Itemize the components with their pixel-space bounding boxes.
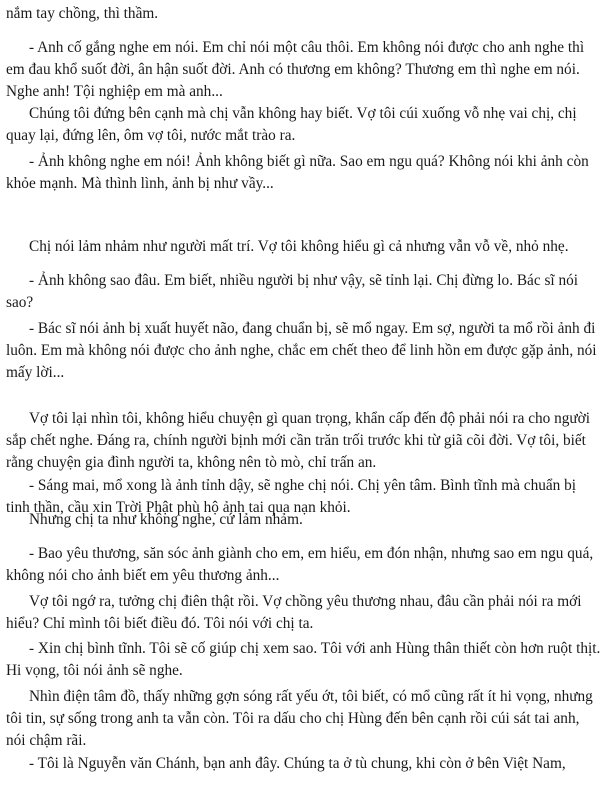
paragraph-4: - Ảnh không nghe em nói! Ảnh không biết gì nữa. Sao em ngu quá? Không nói khi ảnh còn khỏe mạnh. Mà thình lình, ảnh bị như vầy... bbox=[6, 153, 589, 192]
paragraph-5: Chị nói lảm nhảm như người mất trí. Vợ tôi không hiểu gì cả nhưng vẫn vỗ về, nhỏ nhẹ. bbox=[29, 238, 569, 255]
paragraph-3: Chúng tôi đứng bên cạnh mà chị vẫn không hay biết. Vợ tôi cúi xuống vỗ nhẹ vai chị, chị quay lại, đứng lên, ôm vợ tôi, nước mắt trào ra. bbox=[6, 105, 577, 144]
paragraph-13: - Xin chị bình tĩnh. Tôi sẽ cố giúp chị xem sao. Tôi với anh Hùng thân thiết còn hơn ruột thịt. Hi vọng, tôi nói ảnh sẽ nghe. bbox=[6, 640, 601, 679]
paragraph-11: - Bao yêu thương, săn sóc ảnh giành cho em, em hiểu, em đón nhận, nhưng sao em ngu quá, không nói cho ảnh biết em yêu thương ảnh... bbox=[6, 545, 594, 584]
paragraph-8: Vợ tôi lại nhìn tôi, không hiểu chuyện gì quan trọng, khẩn cấp đến độ phải nói ra cho người sắp chết nghe. Đáng ra, chính người bịnh mới cần trăn trối trước khi từ giã cõi đời. Vợ tôi, biết rằng chuyện gia đình người ta, không nên tò mò, chỉ trấn an. bbox=[6, 410, 591, 471]
paragraph-9: - Sáng mai, mổ xong là ảnh tỉnh dậy, sẽ nghe chị nói. Chị yên tâm. Bình tĩnh mà chuẩn bị tinh thần, cầu xin Trời Phật phù hộ ảnh tai qua nạn khỏi. bbox=[6, 477, 577, 516]
paragraph-2: - Anh cố gắng nghe em nói. Em chỉ nói một câu thôi. Em không nói được cho anh nghe thì em đau khổ suốt đời, ân hận suốt đời. Anh có thương em không? Thương em thì nghe em nói. Nghe anh! Tội nghiệp em mà anh... bbox=[6, 39, 585, 100]
paragraph-15: - Tôi là Nguyễn văn Chánh, bạn anh đây. Chúng ta ở tù chung, khi còn ở bên Việt Nam, bbox=[29, 755, 566, 772]
paragraph-7: - Bác sĩ nói ảnh bị xuất huyết não, đang chuẩn bị, sẽ mổ ngay. Em sợ, người ta mổ rồi ảnh đi luôn. Em mà không nói được cho ảnh nghe, chắc em chết theo để linh hồn em được gặp ảnh, nói mấy lời... bbox=[6, 320, 597, 381]
paragraph-12: Vợ tôi ngớ ra, tưởng chị điên thật rồi. Vợ chồng yêu thương nhau, đâu cần phải nói ra mới hiểu? Chỉ mình tôi biết điều đó. Tôi nói với chị ta. bbox=[6, 593, 582, 632]
paragraph-10: Nhưng chị ta như không nghe, cứ lảm nhảm. bbox=[29, 511, 303, 528]
paragraph-1: nắm tay chồng, thì thầm. bbox=[6, 5, 159, 22]
paragraph-6: - Ảnh không sao đâu. Em biết, nhiều người bị như vậy, sẽ tỉnh lại. Chị đừng lo. Bác sĩ nói sao? bbox=[6, 272, 579, 311]
paragraph-14: Nhìn điện tâm đồ, thấy những gợn sóng rất yếu ớt, tôi biết, có mổ cũng rất ít hi vọng, nhưng tôi tin, sự sống trong anh ta vẫn còn. Tôi ra dấu cho chị Hùng đến bên cạnh rồi cúi sát tai anh, nói chậm rãi. bbox=[6, 688, 593, 749]
